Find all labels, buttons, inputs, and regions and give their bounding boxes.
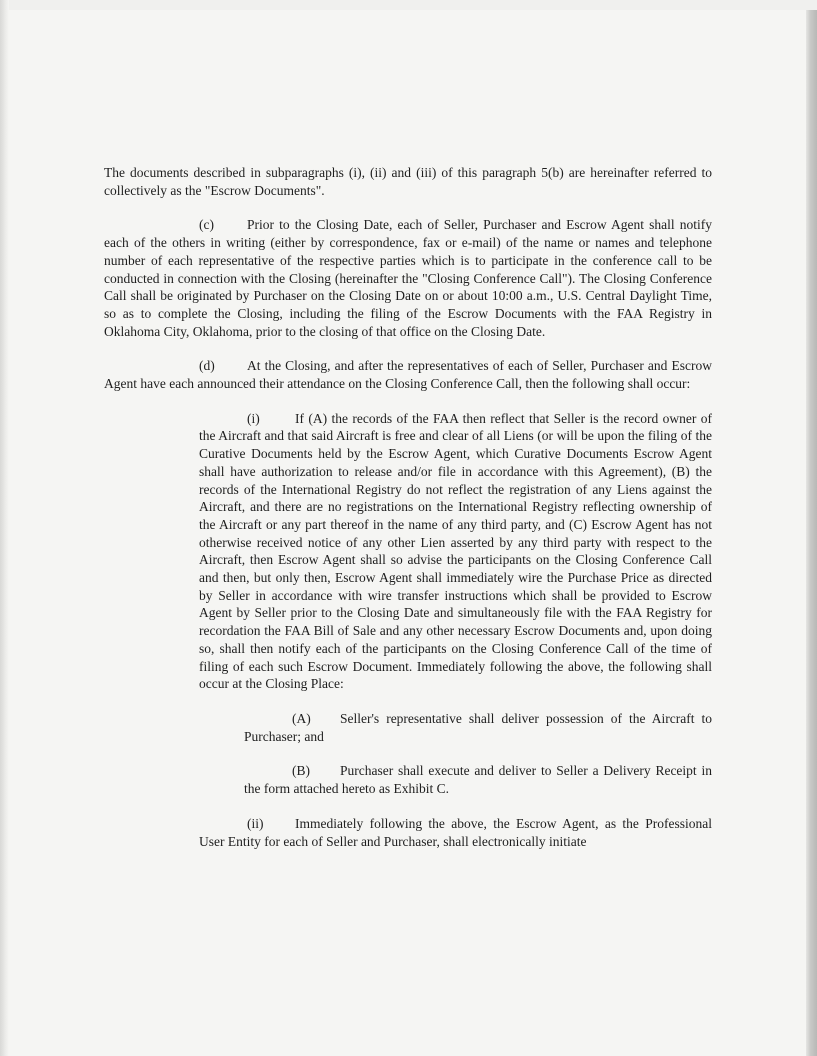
paragraph-d <box>104 357 712 392</box>
clause-B-label: (B) <box>292 763 310 779</box>
clause-A-label: (A) <box>292 710 311 726</box>
subparagraph-i-label: (i) <box>247 410 260 426</box>
paragraph-d-text: At the Closing, and after the representatives of each of Seller, Purchaser and Escrow Agent have each announced their attendance on the Closing Conference Call, then the following shall occur: <box>104 358 712 392</box>
subparagraph-ii-text: Immediately following the above, the Escrow Agent, as the Professional User Entity for each of Seller and Purchaser, shall electronically initiate <box>199 815 712 849</box>
subparagraph-i-text: If (A) the records of the FAA then reflect that Seller is the record owner of the Aircraft and that said Aircraft is free and clear of all Liens (or will be upon the filing of the Curative Documents held by the Escrow Agent, which Curative Documents Escrow Agent shall have authorization to release and/or file in accordance with this Agreement), (B) the records of the International Registry do not reflect the registration of any Liens against the Aircraft, and there are no registrations on the International Registry reflecting ownership of the Aircraft or any part thereof in the name of any third party, and (C) Escrow Agent has not otherwise received notice of any other Lien asserted by any third party with respect to the Aircraft, then Escrow Agent shall so advise the participants on the Closing Conference Call and then, but only then, Escrow Agent shall immediately wire the Purchase Price as directed by Seller in accordance with wire transfer instructions which shall be provided to Escrow Agent by Seller prior to the Closing Date and simultaneously file with the FAA Registry for recordation the FAA Bill of Sale and any other necessary Escrow Documents and, upon doing so, shall then notify each of the participants on the Closing Conference Call of the time of filing of each such Escrow Document. Immediately following the above, the following shall occur at the Closing Place: <box>199 410 712 692</box>
clause-B <box>244 762 712 797</box>
paragraph-c-text: Prior to the Closing Date, each of Seller, Purchaser and Escrow Agent shall notify each of the others in writing (either by correspondence, fax or e-mail) of the name or names and telephone number of each representative of the respective parties which is to participate in the conference call to be conducted in connection with the Closing (hereinafter the "Closing Conference Call"). The Closing Conference Call shall be originated by Purchaser on the Closing Date on or about 10:00 a.m., U.S. Central Daylight Time, so as to complete the Closing, including the filing of the Escrow Documents with the FAA Registry in Oklahoma City, Oklahoma, prior to the closing of that office on the Closing Date. <box>104 217 712 339</box>
document-body <box>104 164 712 850</box>
scan-right-edge <box>806 10 817 1056</box>
clause-A <box>244 710 712 745</box>
paragraph-escrow-documents: The documents described in subparagraphs (i), (ii) and (iii) of this paragraph 5(b) are hereinafter referred to collectively as the "Escrow Documents". <box>104 165 712 198</box>
paragraph-c-label: (c) <box>199 217 214 233</box>
clause-B-text: Purchaser shall execute and deliver to Seller a Delivery Receipt in the form attached hereto as Exhibit C. <box>244 763 712 797</box>
paragraph-c <box>104 216 712 340</box>
scan-top-edge <box>0 0 817 10</box>
paragraph-d-label: (d) <box>199 358 215 374</box>
scan-left-edge <box>0 0 9 1056</box>
clause-A-text: Seller's representative shall deliver possession of the Aircraft to Purchaser; and <box>244 710 712 744</box>
subparagraph-ii <box>199 815 712 850</box>
subparagraph-i <box>199 410 712 693</box>
subparagraph-ii-label: (ii) <box>247 815 264 831</box>
